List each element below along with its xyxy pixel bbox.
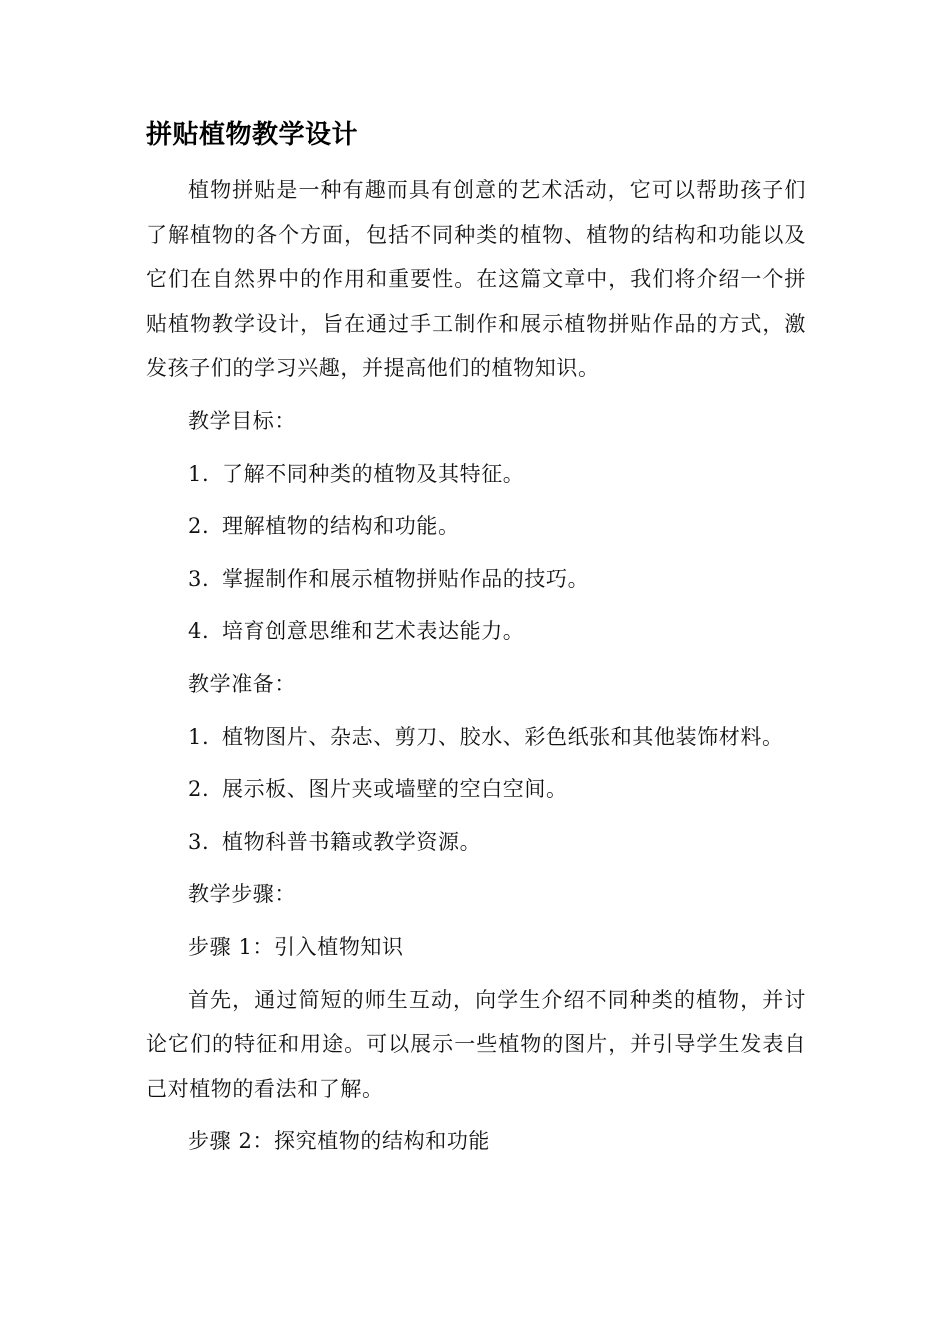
goal-item-text: 了解不同种类的植物及其特征。 <box>222 461 525 486</box>
prep-item-text: 展示板、图片夹或墙壁的空白空间。 <box>222 777 568 802</box>
goal-item-text: 理解植物的结构和功能。 <box>222 514 460 539</box>
goals-heading: 教学目标： <box>188 408 296 433</box>
step1-title: 步骤 1：引入植物知识 <box>188 934 404 959</box>
prep-item-text: 植物科普书籍或教学资源。 <box>222 829 482 854</box>
step2-title: 步骤 2：探究植物的结构和功能 <box>188 1129 491 1154</box>
prep-item-number: 1. <box>188 724 210 749</box>
goal-item-number: 2. <box>188 514 210 539</box>
prep-item-text: 植物图片、杂志、剪刀、胶水、彩色纸张和其他装饰材料。 <box>222 724 784 749</box>
goal-item-2 <box>146 504 806 549</box>
goal-item-text: 掌握制作和展示植物拼贴作品的技巧。 <box>222 566 590 591</box>
goal-item-text: 培育创意思维和艺术表达能力。 <box>222 619 525 644</box>
prep-item-number: 2. <box>188 777 210 802</box>
prep-item-1 <box>146 715 806 760</box>
prep-item-2 <box>146 767 806 812</box>
prep-item-number: 3. <box>188 829 210 854</box>
prep-item-3 <box>146 820 806 865</box>
goal-item-number: 1. <box>188 461 210 486</box>
step1-body: 首先，通过简短的师生互动，向学生介绍不同种类的植物，并讨论它们的特征和用途。可以展示一些植物的图片，并引导学生发表自己对植物的看法和了解。 <box>146 987 806 1101</box>
prep-heading: 教学准备： <box>188 671 296 696</box>
goal-item-number: 3. <box>188 566 210 591</box>
goal-item-1 <box>146 452 806 497</box>
goal-item-3 <box>146 557 806 602</box>
goal-item-number: 4. <box>188 619 210 644</box>
goal-item-4 <box>146 609 806 654</box>
document-body <box>146 112 806 1164</box>
document-title: 拼贴植物教学设计 <box>146 120 359 150</box>
steps-heading: 教学步骤： <box>188 882 296 907</box>
intro-paragraph: 植物拼贴是一种有趣而具有创意的艺术活动，它可以帮助孩子们了解植物的各个方面，包括不同种类的植物、植物的结构和功能以及它们在自然界中的作用和重要性。在这篇文章中，我们将介绍一个拼贴植物教学设计，旨在通过手工制作和展示植物拼贴作品的方式，激发孩子们的学习兴趣，并提高他们的植物知识。 <box>146 178 806 381</box>
